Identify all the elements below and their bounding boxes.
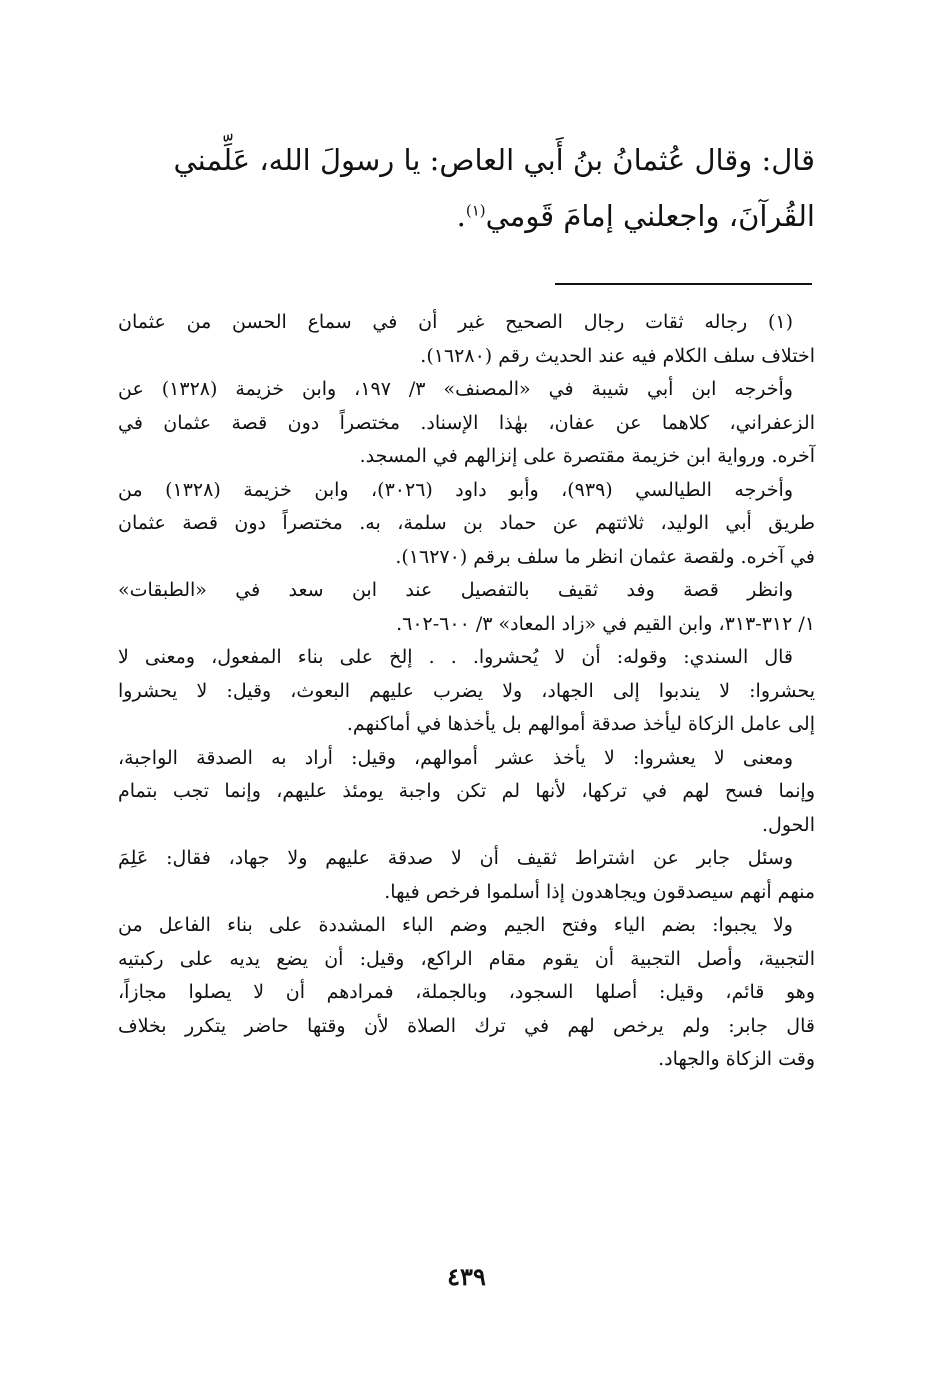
footnotes	[118, 306, 815, 1077]
footnote-line: وإنما فسح لهم في تركها، لأنها لم تكن واجبة يومئذ عليهم، وإنما تجب بتمام	[118, 780, 815, 802]
hadith-line-1: قال: وقال عُثمانُ بنُ أَبي العاص: يا رسولَ الله، عَلِّمني	[173, 143, 815, 177]
footnote-line: في آخره. ولقصة عثمان انظر ما سلف برقم (١٦٢٧٠).	[395, 545, 815, 568]
footnote-line: (١) رجاله ثقات رجال الصحيح غير أن في سماع الحسن من عثمان	[118, 311, 793, 333]
footnote-line: الحول.	[762, 813, 815, 836]
footnote-paragraph	[118, 474, 815, 575]
hadith-line-2: القُرآنَ، واجعلني إمامَ قَومي	[485, 199, 815, 233]
footnote-paragraph	[118, 306, 815, 373]
footnote-line: الزعفراني، كلاهما عن عفان، بهٰذا الإسناد. مختصراً دون قصة عثمان في	[118, 411, 815, 434]
footnote-line: ١/ ٣١٢-٣١٣، وابن القيم في «زاد المعاد» ٣/ ٦٠٠-٦٠٢.	[396, 612, 815, 635]
footnote-line: آخره. ورواية ابن خزيمة مقتصرة على إنزالهم في المسجد.	[359, 445, 815, 467]
footnote-paragraph	[118, 842, 815, 909]
footnote-line: يحشروا: لا يندبوا إلى الجهاد، ولا يضرب عليهم البعوث، وقيل: لا يحشروا	[118, 679, 815, 702]
footnote-paragraph	[118, 641, 815, 742]
footnote-line: وانظر قصة وفد ثقيف بالتفصيل عند ابن سعد في «الطبقات»	[118, 579, 793, 601]
footnote-line: ومعنى لا يعشروا: لا يأخذ عشر أموالهم، وقيل: أراد به الصدقة الواجبة،	[118, 746, 793, 769]
footnote-paragraph	[118, 373, 815, 474]
footnote-line: وهو قائم، وقيل: أصلها السجود، وبالجملة، فمرادهم أن لا يصلوا مجازاً،	[118, 981, 815, 1003]
footnote-line: قال جابر: ولم يرخص لهم في ترك الصلاة لأن وقتها حاضر يتكرر بخلاف	[118, 1014, 815, 1037]
hadith-text	[100, 132, 815, 244]
footnote-separator	[555, 283, 812, 285]
footnote-line: ولا يجبوا: بضم الياء وفتح الجيم وضم الباء المشددة على بناء الفاعل من	[118, 914, 793, 936]
footnote-line: منهم أنهم سيصدقون ويجاهدون إذا أسلموا فرخص فيها.	[384, 880, 815, 903]
footnote-paragraph	[118, 574, 815, 641]
footnote-line: اختلاف سلف الكلام فيه عند الحديث رقم (١٦٢٨٠).	[420, 344, 815, 367]
footnote-line: وأخرجه ابن أبي شيبة في «المصنف» ٣/ ١٩٧، وابن خزيمة (١٣٢٨) عن	[118, 378, 793, 400]
footnote-line: التجبية، وأصل التجبية أن يقوم مقام الراكع، وقيل: أن يضع يديه على ركبتيه	[118, 947, 815, 970]
footnote-line: وأخرجه الطيالسي (٩٣٩)، وأبو داود (٣٠٢٦)، وابن خزيمة (١٣٢٨) من	[118, 478, 793, 501]
page-number: ٤٣٩	[447, 1262, 486, 1291]
footnote-line: قال السندي: وقوله: أن لا يُحشروا. . . إلخ على بناء المفعول، ومعنى لا	[118, 646, 793, 668]
footnote-line: وقت الزكاة والجهاد.	[658, 1048, 815, 1070]
footnote-paragraph	[118, 742, 815, 843]
footnote-line: طريق أبي الوليد، ثلاثتهم عن حماد بن سلمة، به. مختصراً دون قصة عثمان	[118, 512, 815, 534]
footnote-line: إلى عامل الزكاة ليأخذ صدقة أموالهم بل يأخذها في أماكنهم.	[346, 713, 815, 735]
footnote-reference: (١)	[465, 201, 486, 220]
footnote-paragraph	[118, 909, 815, 1077]
footnote-line: وسئل جابر عن اشتراط ثقيف أن لا صدقة عليهم ولا جهاد، فقال: عَلِمَ	[118, 847, 793, 869]
hadith-line-2-end: .	[456, 199, 466, 233]
